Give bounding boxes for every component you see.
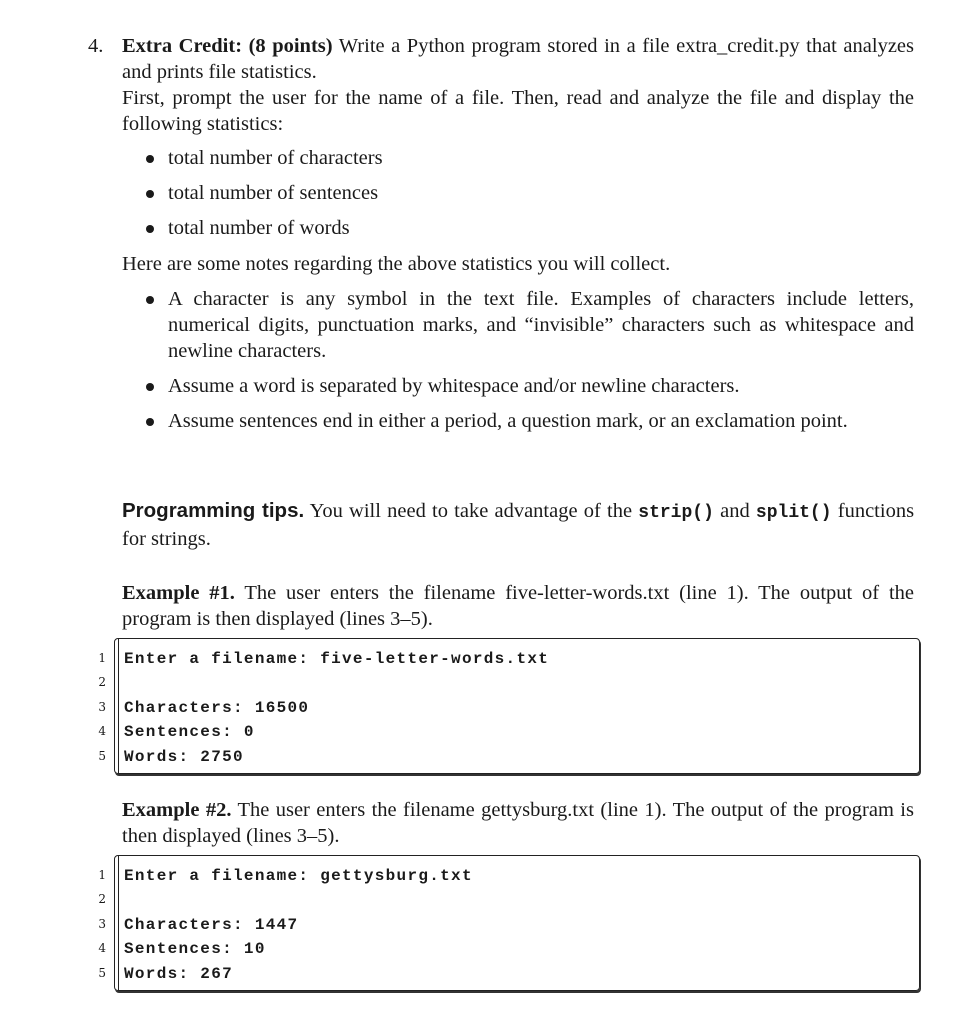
programming-tips xyxy=(122,498,914,552)
tips-and: and xyxy=(720,500,750,522)
code-line: Words: 267 xyxy=(124,964,234,983)
code-line xyxy=(115,671,919,695)
problem-intro xyxy=(122,33,914,85)
notes-list xyxy=(122,286,914,434)
code-line: Enter a filename: five-letter-words.txt xyxy=(124,650,550,668)
line-number: 1 xyxy=(98,651,106,665)
line-number: 3 xyxy=(98,699,106,714)
code-line xyxy=(115,888,919,912)
line-number: 1 xyxy=(98,868,106,882)
example-2-label: Example #2. xyxy=(122,799,232,821)
line-number: 5 xyxy=(98,748,106,763)
note-item: Assume a word is separated by whitespace and/or newline characters. xyxy=(122,373,914,399)
problem-heading: Extra Credit: (8 points) xyxy=(122,35,333,57)
code-line: Characters: 1447 xyxy=(124,915,299,934)
note-item: A character is any symbol in the text file. Examples of characters include letters, numerical digits, punctuation marks, and “invisible” characters such as whitespace and newline characters. xyxy=(122,286,914,364)
code-line: Enter a filename: gettysburg.txt xyxy=(124,867,473,885)
problem-instruction: First, prompt the user for the name of a file. Then, read and analyze the file and display the following statistics: xyxy=(122,87,914,135)
line-number: 4 xyxy=(98,941,106,956)
line-numbers xyxy=(80,646,106,768)
code-box xyxy=(114,855,920,991)
example-1-code-listing xyxy=(80,638,920,778)
example-2-description xyxy=(122,797,914,849)
example-1-description xyxy=(122,580,914,632)
code-box xyxy=(114,638,920,774)
strip-function: strip() xyxy=(638,503,714,523)
example-1-label: Example #1. xyxy=(122,582,235,604)
statistic-item: total number of words xyxy=(122,215,914,241)
code-line: Words: 2750 xyxy=(124,747,244,766)
example-2-code-listing xyxy=(80,855,920,995)
line-number: 4 xyxy=(98,724,106,739)
line-number: 2 xyxy=(98,892,106,907)
code-line: Sentences: 10 xyxy=(124,940,266,959)
statistic-item: total number of sentences xyxy=(122,180,914,206)
problem-number: 4. xyxy=(88,35,104,57)
statistic-item: total number of characters xyxy=(122,145,914,171)
code-line: Sentences: 0 xyxy=(124,723,255,742)
problem-intro-text: Write a Python program stored in a file extra_credit.py that analyzes and prints file statistics. xyxy=(122,35,914,83)
code-line: Characters: 16500 xyxy=(124,698,310,717)
line-number: 5 xyxy=(98,965,106,980)
example-1-text: The user enters the filename five-letter-words.txt (line 1). The output of the program is then displayed (lines 3–5). xyxy=(122,582,914,630)
tips-text-a: You will need to take advantage of the xyxy=(309,500,633,522)
tips-label: Programming tips. xyxy=(122,499,305,522)
line-number: 2 xyxy=(98,675,106,690)
example-2-text: The user enters the filename gettysburg.txt (line 1). The output of the program is then displayed (lines 3–5). xyxy=(122,799,914,847)
statistics-list xyxy=(122,145,914,241)
line-numbers xyxy=(80,863,106,985)
note-item: Assume sentences end in either a period, a question mark, or an exclamation point. xyxy=(122,408,914,434)
split-function: split() xyxy=(755,503,832,523)
tips-text-b: functions for strings. xyxy=(122,500,915,550)
notes-heading: Here are some notes regarding the above statistics you will collect. xyxy=(122,253,671,275)
line-number: 3 xyxy=(98,916,106,931)
